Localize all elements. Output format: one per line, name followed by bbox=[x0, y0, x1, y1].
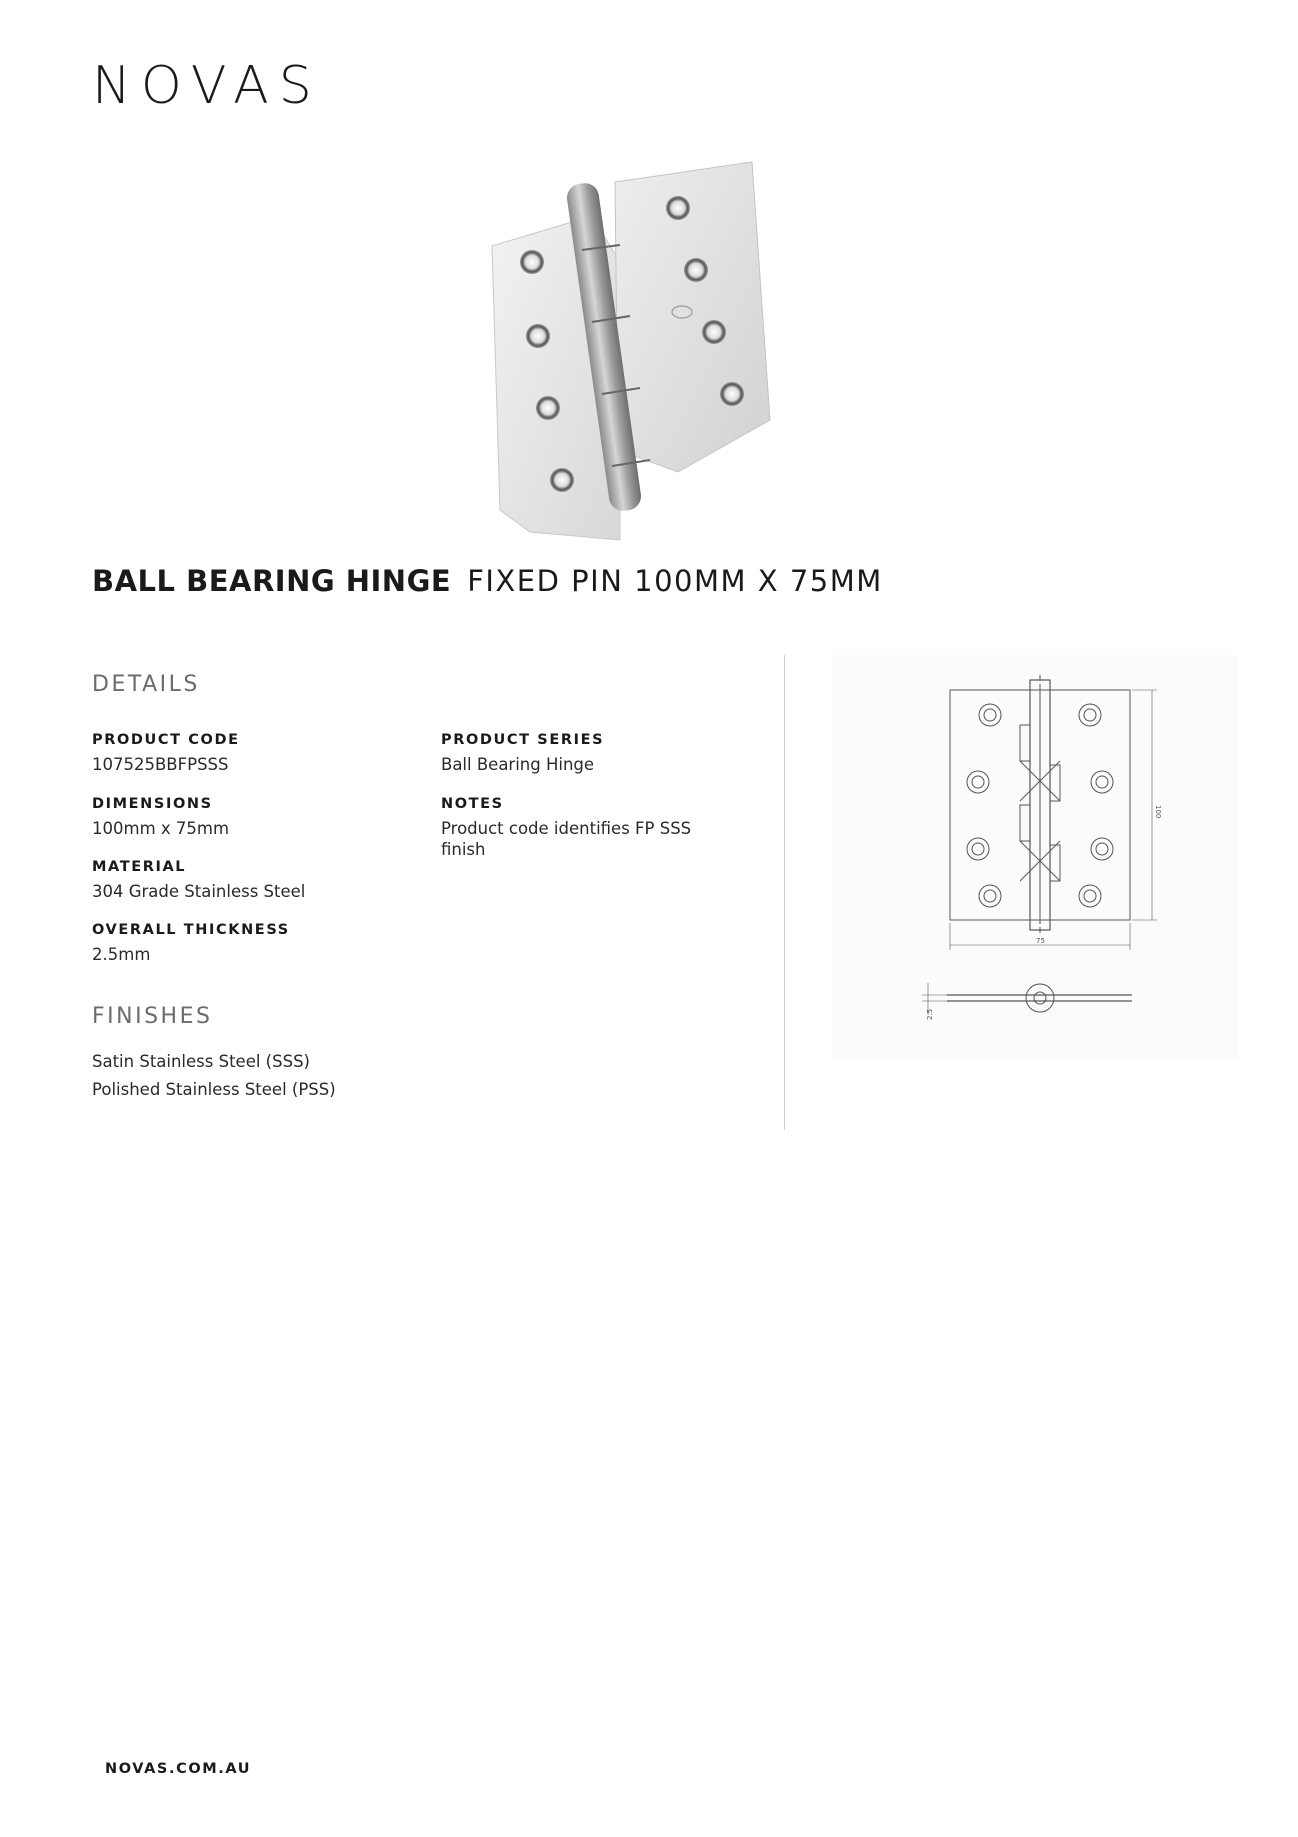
hinge-technical-drawing bbox=[832, 655, 1238, 1060]
field-product-code bbox=[92, 732, 392, 775]
field-value: Product code identifies FP SSS finish bbox=[441, 819, 692, 859]
field-product-series bbox=[441, 732, 741, 775]
width-dimension-label: 75 bbox=[1036, 937, 1045, 945]
field-label: MATERIAL bbox=[92, 859, 187, 875]
details-heading: DETAILS bbox=[92, 672, 200, 697]
field-label: OVERALL THICKNESS bbox=[92, 922, 290, 938]
field-value: 2.5mm bbox=[92, 945, 151, 964]
product-name: BALL BEARING HINGE bbox=[92, 564, 452, 598]
field-value: 107525BBFPSSS bbox=[92, 755, 229, 774]
finish-item: Polished Stainless Steel (PSS) bbox=[92, 1080, 336, 1099]
field-value: 304 Grade Stainless Steel bbox=[92, 882, 306, 901]
field-material bbox=[92, 859, 392, 902]
field-label: PRODUCT SERIES bbox=[441, 732, 605, 748]
product-subtitle: FIXED PIN 100MM X 75MM bbox=[467, 564, 883, 598]
field-notes bbox=[441, 796, 741, 860]
field-dimensions bbox=[92, 796, 392, 839]
field-overall-thickness bbox=[92, 922, 392, 965]
field-label: DIMENSIONS bbox=[92, 796, 213, 812]
footer-website-link[interactable]: NOVAS.COM.AU bbox=[105, 1761, 252, 1777]
field-label: NOTES bbox=[441, 796, 504, 812]
field-value: 100mm x 75mm bbox=[92, 819, 230, 838]
field-label: PRODUCT CODE bbox=[92, 732, 240, 748]
height-dimension-label: 100 bbox=[1154, 805, 1162, 819]
hinge-photo bbox=[470, 150, 870, 550]
finish-item: Satin Stainless Steel (SSS) bbox=[92, 1052, 310, 1071]
column-divider bbox=[784, 655, 785, 1130]
thickness-dimension-label: 2.5 bbox=[926, 1008, 934, 1020]
product-title bbox=[92, 564, 883, 598]
field-value: Ball Bearing Hinge bbox=[441, 755, 595, 774]
brand-logo: NOVAS bbox=[92, 56, 322, 116]
finishes-heading: FINISHES bbox=[92, 1004, 213, 1029]
